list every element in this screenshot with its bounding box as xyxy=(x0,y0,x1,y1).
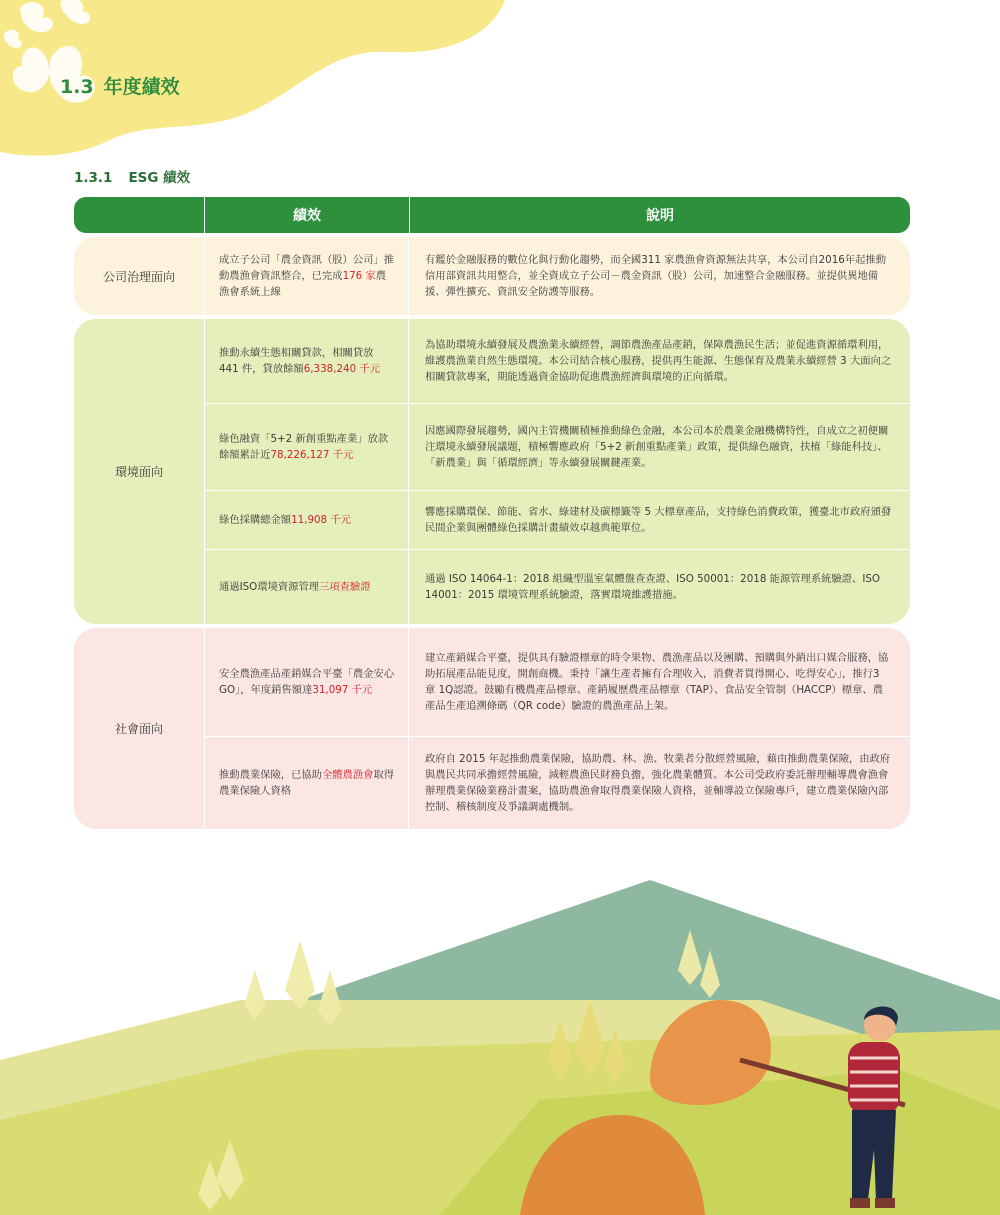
description-cell: 政府自 2015 年起推動農業保險，協助農、林、漁、牧業者分散經營風險，藉由推動農業保險，由政府與農民共同承擔經營風險，減輕農漁民財務負擔，強化農業體質。本公司受政府委託辦理輔導農會漁會辦理農業保險業務計畫案，協助農漁會取得農業保險人資格，並輔導設立保險專戶，建立農業保險內部控制、稽核制度及爭議調處機制。 xyxy=(425,753,891,813)
description-cell: 通過 ISO 14064-1：2018 組織型溫室氣體盤查查證、ISO 50001：2018 能源管理系統驗證、ISO 14001：2015 環境管理系統驗證，落實環境維護措施。 xyxy=(425,573,881,601)
table-row xyxy=(205,237,910,315)
group-governance xyxy=(74,237,910,315)
performance-cell: 推動永續生態相關貸款，相關貸放 441 件，貸放餘額6,338,240 千元 xyxy=(205,319,409,403)
header-performance: 績效 xyxy=(205,197,410,233)
section-title xyxy=(60,72,180,99)
category-label: 社會面向 xyxy=(74,628,205,829)
description-cell: 為協助環境永續發展及農漁業永續經營，調節農漁產品產銷，保障農漁民生活；並促進資源循環利用，維護農漁業自然生態環境。本公司結合核心服務，提供再生能源、生態保育及農業永續經營 3 大面向之相關貸款專案，期能透過資金協助促進農漁經濟與環境的正向循環。 xyxy=(425,339,892,383)
description-cell: 有鑑於金融服務的數位化與行動化趨勢，而全國311 家農漁會資源無法共享，本公司自2016年起推動信用部資訊共用整合，並全資成立子公司－農金資訊（股）公司，加速整合金融服務。並提供異地備援、彈性擴充、資訊安全防護等服務。 xyxy=(425,254,887,298)
section-title-text: 年度績效 xyxy=(103,76,180,98)
farm-illustration xyxy=(0,860,1000,1215)
subsection-number: 1.3.1 xyxy=(74,170,113,186)
category-label: 公司治理面向 xyxy=(74,237,205,315)
performance-cell: 綠色採購總金額11,908 千元 xyxy=(205,491,409,549)
group-environment xyxy=(74,319,910,624)
header-description: 說明 xyxy=(646,208,674,224)
description-cell: 建立產銷媒合平臺，提供具有驗證標章的時令果物、農漁產品以及團購、預購與外銷出口媒合服務，協助拓展產品能見度，開創商機。秉持「讓生產者擁有合理收入，消費者買得開心、吃得安心」，推行3 章 1Q認證。鼓勵有機農產品標章、產銷履歷農產品標章（TAP）、食品安全管制（HACCP）標章、農產品生產追溯條碼（QR code）驗證的農漁產品上架。 xyxy=(425,652,889,712)
table-row xyxy=(205,319,910,404)
performance-cell: 成立子公司「農金資訊（股）公司」推動農漁會資訊整合，已完成176 家農漁會系統上線 xyxy=(205,237,409,315)
table-row xyxy=(205,628,910,737)
description-cell: 響應採購環保、節能、省水、綠建材及碳標籤等 5 大標章產品，支持綠色消費政策，獲臺北市政府頒發民間企業與團體綠色採購計畫績效卓越典範單位。 xyxy=(425,506,892,534)
performance-cell: 綠色融資「5+2 新創重點產業」放款餘額累計近78,226,127 千元 xyxy=(205,404,409,490)
performance-cell: 安全農漁產品產銷媒合平臺「農金安心GO」，年度銷售額達31,097 千元 xyxy=(205,628,409,736)
header-category-cell xyxy=(74,197,205,233)
table-row xyxy=(205,404,910,491)
table-row xyxy=(205,491,910,550)
description-cell: 因應國際發展趨勢，國內主管機關積極推動綠色金融，本公司本於農業金融機構特性，自成立之初便關注環境永續發展議題，積極響應政府「5+2 新創重點產業」政策，提供綠色融資，扶植「綠能科技」、「新農業」與「循環經濟」等永續發展關鍵產業。 xyxy=(425,425,889,469)
table-header xyxy=(74,197,910,233)
performance-cell: 通過ISO環境資源管理三項查驗證 xyxy=(205,550,409,624)
section-number: 1.3 xyxy=(60,76,94,98)
group-social xyxy=(74,628,910,829)
subsection-title-text: ESG 績效 xyxy=(128,170,191,186)
table-row xyxy=(205,550,910,624)
subsection-title xyxy=(74,166,190,186)
esg-performance-table xyxy=(74,197,910,829)
table-row xyxy=(205,737,910,829)
category-label: 環境面向 xyxy=(74,319,205,624)
performance-cell: 推動農業保險，已協助全體農漁會取得農業保險人資格 xyxy=(205,737,409,829)
